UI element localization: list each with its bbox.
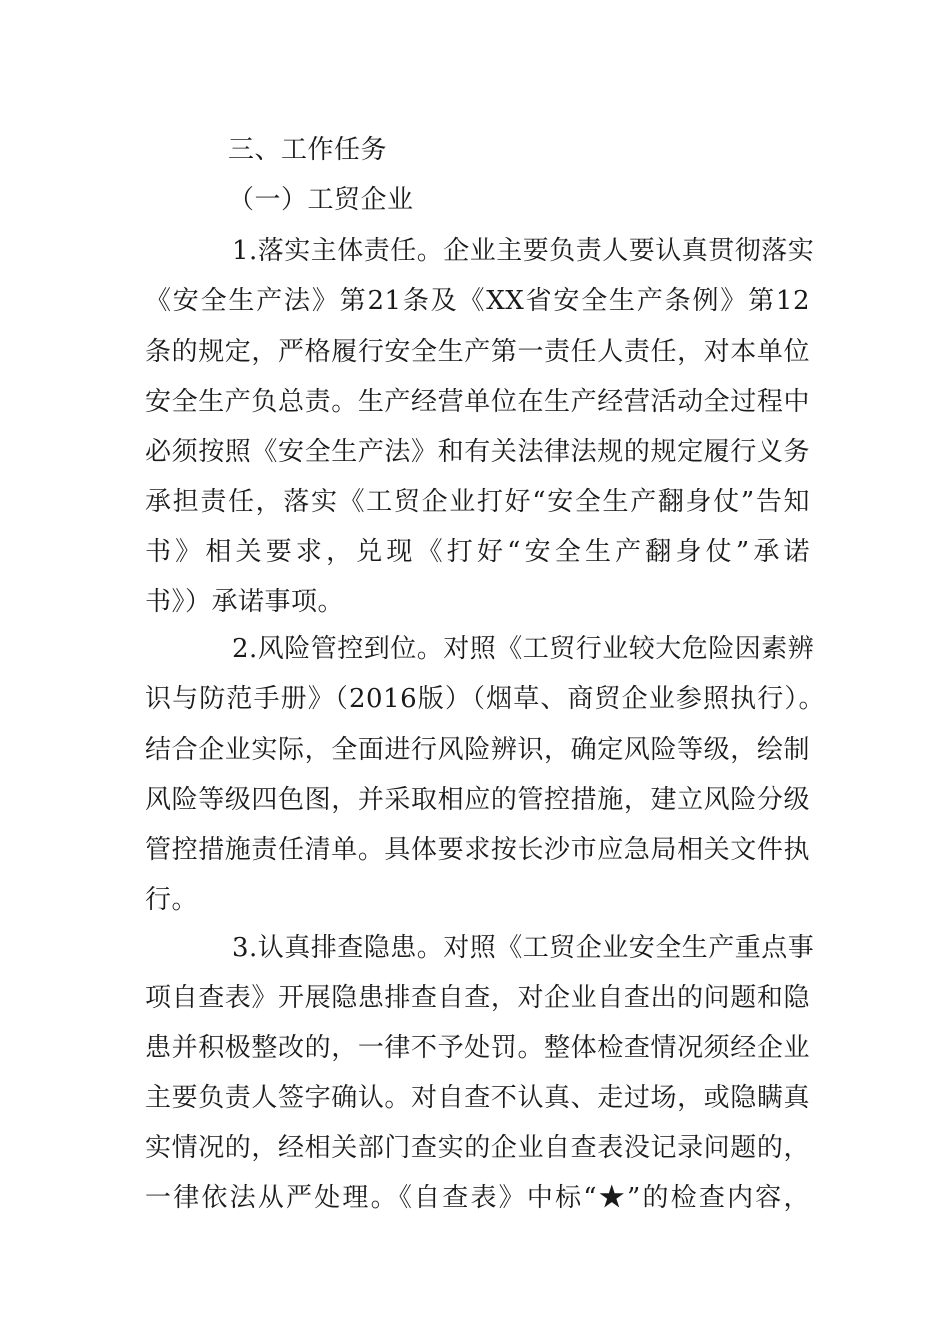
- section-heading: 三、工作任务: [228, 135, 388, 165]
- paragraph-line: 条的规定，严格履行安全生产第一责任人责任，对本单位: [145, 337, 810, 367]
- paragraph-line: 1.落实主体责任。企业主要负责人要认真贯彻落实: [232, 236, 815, 266]
- paragraph-line: 风险等级四色图，并采取相应的管控措施，建立风险分级: [145, 785, 810, 815]
- paragraph-line: 识与防范手册》（2016版）（烟草、商贸企业参照执行）。: [145, 684, 825, 714]
- subsection-heading: （一）工贸企业: [228, 185, 414, 215]
- paragraph-line: 实情况的，经相关部门查实的企业自查表没记录问题的，: [145, 1133, 810, 1163]
- paragraph-line: 行。: [145, 885, 199, 915]
- paragraph-line: 管控措施责任清单。具体要求按长沙市应急局相关文件执: [145, 835, 810, 865]
- paragraph-line: 3.认真排查隐患。对照《工贸企业安全生产重点事: [232, 933, 815, 963]
- paragraph-line: 书》）承诺事项。: [145, 587, 345, 617]
- paragraph-line: 2.风险管控到位。对照《工贸行业较大危险因素辨: [232, 634, 815, 664]
- paragraph-line: 必须按照《安全生产法》和有关法律法规的规定履行义务: [145, 437, 810, 467]
- paragraph-line: 一律依法从严处理。《自查表》中标“★”的检查内容，: [145, 1183, 810, 1213]
- paragraph-line: 结合企业实际，全面进行风险辨识，确定风险等级，绘制: [145, 735, 810, 765]
- paragraph-line: 主要负责人签字确认。对自查不认真、走过场，或隐瞒真: [145, 1083, 810, 1113]
- paragraph-line: 患并积极整改的，一律不予处罚。整体检查情况须经企业: [145, 1033, 810, 1063]
- paragraph-line: 《安全生产法》第21条及《XX省安全生产条例》第12: [145, 286, 810, 316]
- paragraph-line: 书》相关要求，兑现《打好“安全生产翻身仗”承诺: [145, 537, 810, 567]
- paragraph-line: 承担责任，落实《工贸企业打好“安全生产翻身仗”告知: [145, 487, 810, 517]
- paragraph-line: 项自查表》开展隐患排查自查，对企业自查出的问题和隐: [145, 983, 810, 1013]
- paragraph-line: 安全生产负总责。生产经营单位在生产经营活动全过程中: [145, 387, 810, 417]
